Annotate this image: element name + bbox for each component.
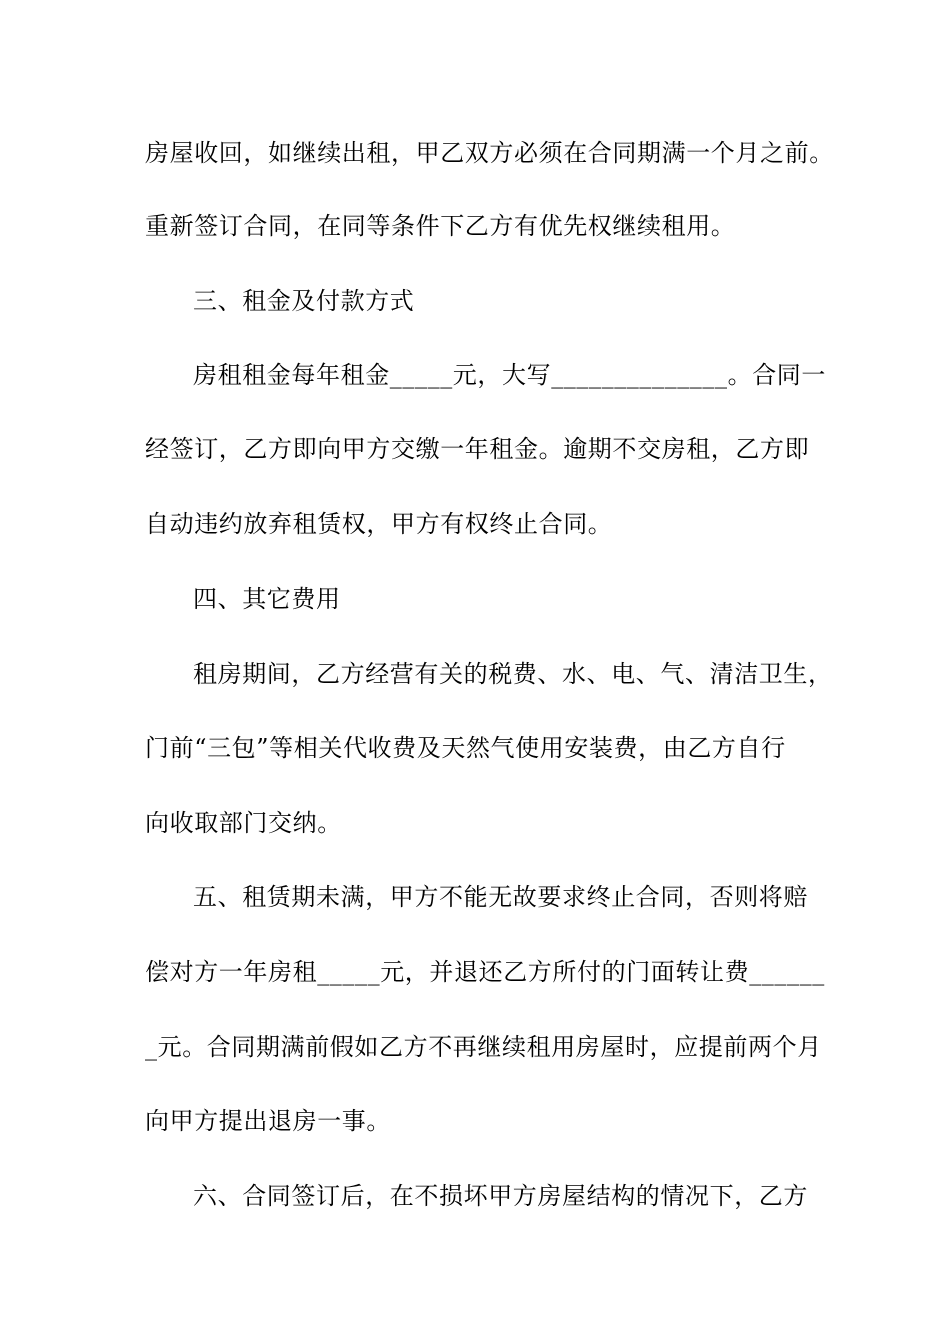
section-paragraph-5: 五、租赁期未满，甲方不能无故要求终止合同，否则将赔 [193, 883, 808, 911]
text-line: 经签订，乙方即向甲方交缴一年租金。逾期不交房租，乙方即 [145, 435, 810, 463]
text-line: 自动违约放弃租赁权，甲方有权终止合同。 [145, 510, 613, 538]
text-line: 向收取部门交纳。 [145, 809, 342, 837]
text-line: 重新签订合同，在同等条件下乙方有优先权继续租用。 [145, 212, 736, 240]
section-heading-3: 三、租金及付款方式 [193, 287, 415, 315]
text-line: _元。合同期满前假如乙方不再继续租用房屋时，应提前两个月 [145, 1033, 822, 1061]
text-line: 房屋收回，如继续出租，甲乙双方必须在合同期满一个月之前。 [145, 139, 834, 167]
text-line: 租房期间，乙方经营有关的税费、水、电、气、清洁卫生， [193, 660, 833, 688]
text-line: 偿对方一年房租_____元，并退还乙方所付的门面转让费______ [145, 958, 825, 986]
text-line: 向甲方提出退房一事。 [145, 1107, 391, 1135]
text-line: 门前“三包”等相关代收费及天然气使用安装费，由乙方自行 [145, 734, 786, 762]
section-heading-4: 四、其它费用 [193, 585, 341, 613]
text-line: 房租租金每年租金_____元，大写______________。合同一 [193, 361, 826, 389]
section-paragraph-6: 六、合同签订后，在不损坏甲方房屋结构的情况下，乙方 [193, 1182, 808, 1210]
